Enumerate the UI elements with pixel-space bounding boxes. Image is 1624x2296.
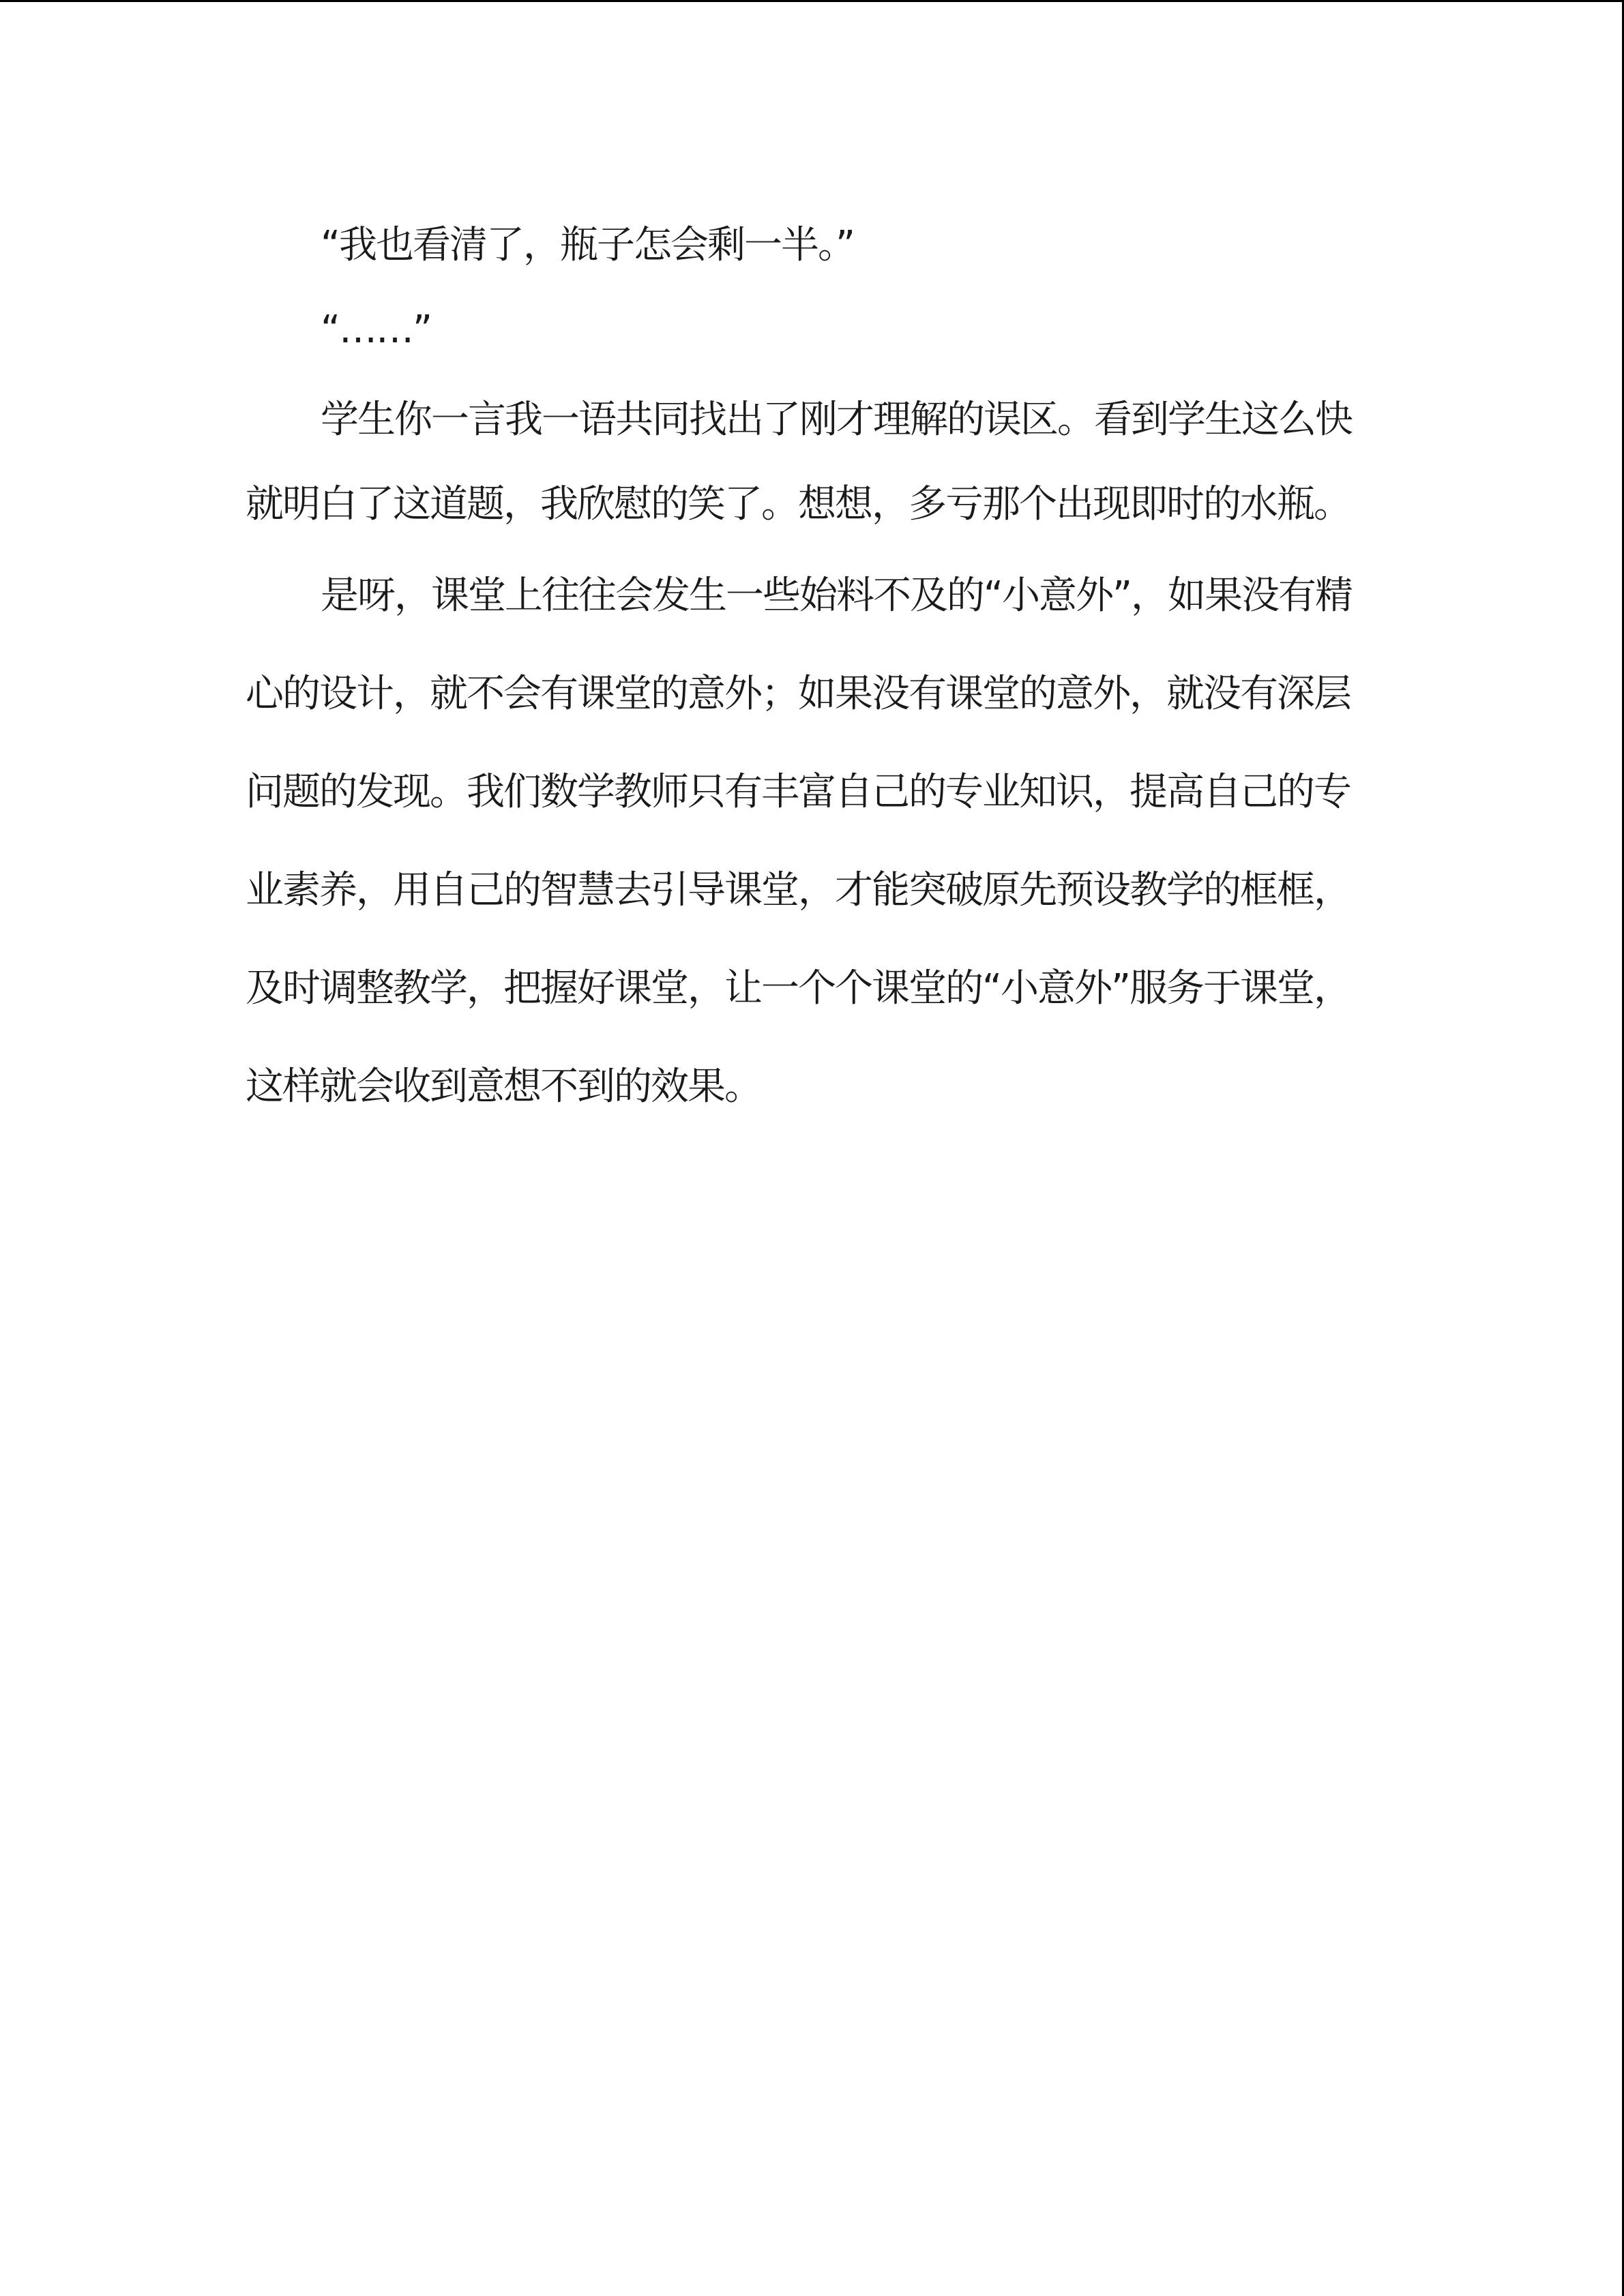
paragraph-dialogue-1: “我也看清了，瓶子怎会剩一半。”	[321, 223, 855, 267]
document-body	[246, 203, 1354, 1136]
paragraph-reflection: 是呀，课堂上往往会发生一些始料不及的“小意外”，如果没有精心的设计，就不会有课堂的意外；如果没有课堂的意外，就没有深层问题的发现。我们数学教师只有丰富自己的专业知识，提高自己的专业素养，用自己的智慧去引导课堂，才能突破原先预设教学的框框，及时调整教学，把握好课堂，让一个个课堂的“小意外”服务于课堂，这样就会收到意想不到的效果。	[246, 573, 1353, 1109]
paragraph-dialogue-2: “……”	[321, 308, 432, 352]
paragraph-students-discussion: 学生你一言我一语共同找出了刚才理解的误区。看到学生这么快就明白了这道题，我欣慰的笑了。想想，多亏那个出现即时的水瓶。	[246, 398, 1352, 526]
